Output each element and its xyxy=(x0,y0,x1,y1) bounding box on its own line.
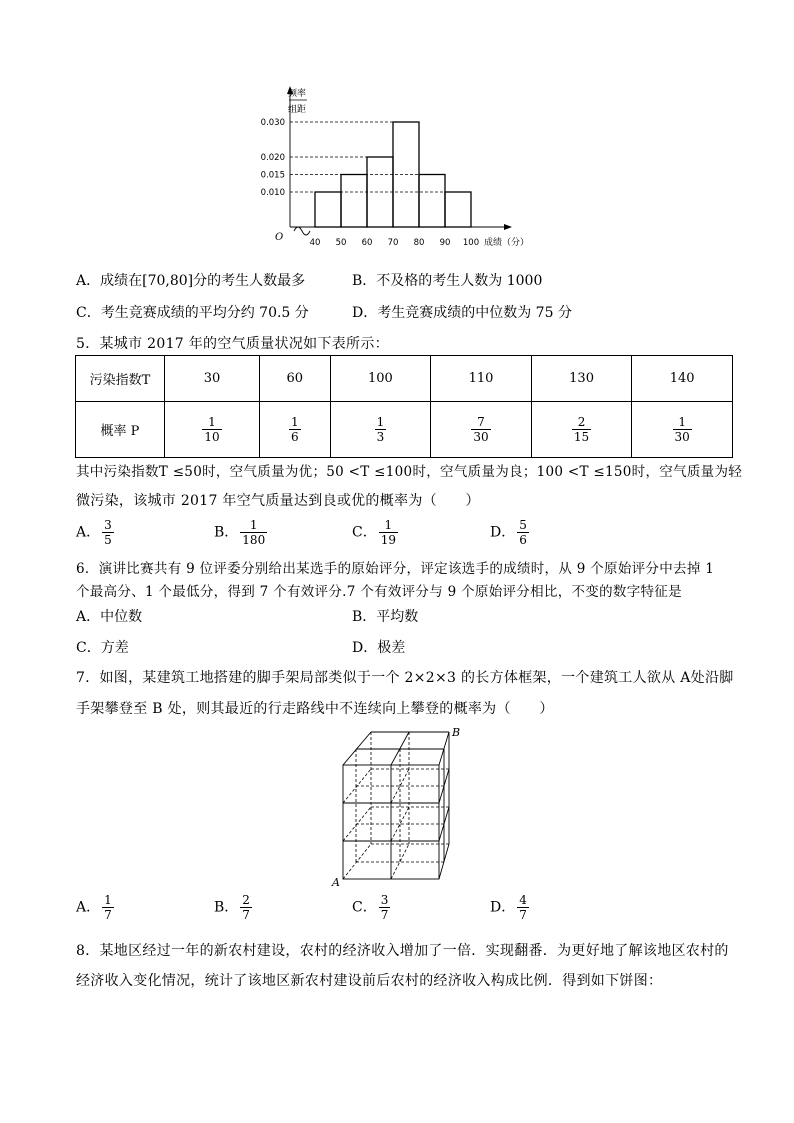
q4-option-b: B．不及格的考生人数为 1000 xyxy=(352,273,543,289)
frequency-histogram xyxy=(225,82,585,252)
y-axis-label-bottom: 组距 xyxy=(287,105,307,115)
table-cell: $\frac{1}{30}$ xyxy=(632,402,733,458)
y-axis-label-top: 频率 xyxy=(287,89,307,99)
x-tick-label: 50 xyxy=(335,238,347,248)
q6-option-d: D．极差 xyxy=(352,640,406,656)
q5-text-line1: 其中污染指数T ≤50时，空气质量为优；50 <T ≤100时，空气质量为良；100 <T ≤150时，空气质量为轻 xyxy=(76,464,743,480)
x-tick-label: 70 xyxy=(387,238,399,248)
table-cell: 30 xyxy=(165,356,260,402)
table-cell: 110 xyxy=(431,356,532,402)
q5-stem: 5．某城市 2017 年的空气质量状况如下表所示： xyxy=(76,336,389,352)
table-cell: 130 xyxy=(531,356,632,402)
q7-option-d: D． $\frac{4}{7}$ xyxy=(490,893,527,922)
x-tick-label: 40 xyxy=(309,238,321,248)
x-tick-label: 80 xyxy=(413,238,425,248)
q5-text-line2: 微污染，该城市 2017 年空气质量达到良或优的概率为（ ） xyxy=(76,493,480,509)
histogram-bar xyxy=(445,192,471,227)
q4-option-c: C．考生竞赛成绩的平均分约 70.5 分 xyxy=(76,305,309,321)
q6-line2: 个最高分、1 个最低分，得到 7 个有效评分.7 个有效评分与 9 个原始评分相比，不变的数字特征是 xyxy=(76,584,682,600)
q7-line1: 7．如图，某建筑工地搭建的脚手架局部类似于一个 2×2×3 的长方体框架，一个建筑工人欲从 A处沿脚 xyxy=(76,670,734,686)
q7-option-a: A． $\frac{1}{7}$ xyxy=(76,893,112,922)
air-quality-table xyxy=(75,355,733,458)
y-tick-label: 0.020 xyxy=(260,153,285,163)
table-cell: 100 xyxy=(330,356,431,402)
q5-option-b: B． $\frac{1}{180}$ xyxy=(214,518,266,547)
q8-line2: 经济收入变化情况，统计了该地区新农村建设前后农村的经济收入构成比例．得到如下饼图： xyxy=(76,973,663,989)
q6-option-a: A．中位数 xyxy=(76,609,143,625)
point-b-label: B xyxy=(452,726,461,739)
histogram-bar xyxy=(315,192,341,227)
q4-option-d: D．考生竞赛成绩的中位数为 75 分 xyxy=(352,305,572,321)
table-cell: $\frac{2}{15}$ xyxy=(531,402,632,458)
x-tick-label: 100 xyxy=(462,238,480,248)
y-tick-label: 0.015 xyxy=(260,170,285,181)
q7-option-b: B． $\frac{2}{7}$ xyxy=(214,893,250,922)
q4-option-a: A．成绩在[70,80]分的考生人数最多 xyxy=(76,273,306,289)
q6-option-b: B．平均数 xyxy=(352,609,419,625)
point-a-label: A xyxy=(332,876,340,889)
table-header-index: 污染指数T xyxy=(76,356,165,402)
x-tick-label: 90 xyxy=(439,238,451,248)
q7-option-c: C． $\frac{3}{7}$ xyxy=(352,893,389,922)
axis-break xyxy=(294,227,310,235)
x-axis-label: 成绩（分） xyxy=(484,238,530,248)
y-tick-label: 0.030 xyxy=(260,118,285,128)
q5-option-c: C． $\frac{1}{19}$ xyxy=(352,518,396,547)
q8-line1: 8．某地区经过一年的新农村建设，农村的经济收入增加了一倍．实现翻番．为更好地了解该地区农村的 xyxy=(76,943,729,959)
q6-line1: 6．演讲比赛共有 9 位评委分别给出某选手的原始评分，评定该选手的成绩时，从 9 个原始评分中去掉 1 xyxy=(76,561,715,577)
histogram-bar xyxy=(419,175,445,228)
q5-option-a: A． $\frac{3}{5}$ xyxy=(76,518,112,547)
table-header-probability: 概率 P xyxy=(76,402,165,458)
y-tick-label: 0.010 xyxy=(260,188,285,198)
q5-option-d: D． $\frac{5}{6}$ xyxy=(490,518,527,547)
histogram-bar xyxy=(341,175,367,228)
q7-line2: 手架攀登至 B 处，则其最近的行走路线中不连续向上攀登的概率为（ ） xyxy=(76,701,554,717)
table-cell: 60 xyxy=(259,356,330,402)
x-axis-arrow xyxy=(504,224,512,230)
origin-label: O xyxy=(275,232,284,243)
table-cell: 140 xyxy=(632,356,733,402)
table-cell: $\frac{1}{3}$ xyxy=(330,402,431,458)
table-cell: $\frac{1}{6}$ xyxy=(259,402,330,458)
table-cell: $\frac{7}{30}$ xyxy=(431,402,532,458)
q6-option-c: C．方差 xyxy=(76,640,129,656)
scaffold-box-diagram xyxy=(325,724,470,889)
table-cell: $\frac{1}{10}$ xyxy=(165,402,260,458)
x-tick-label: 60 xyxy=(361,238,373,248)
